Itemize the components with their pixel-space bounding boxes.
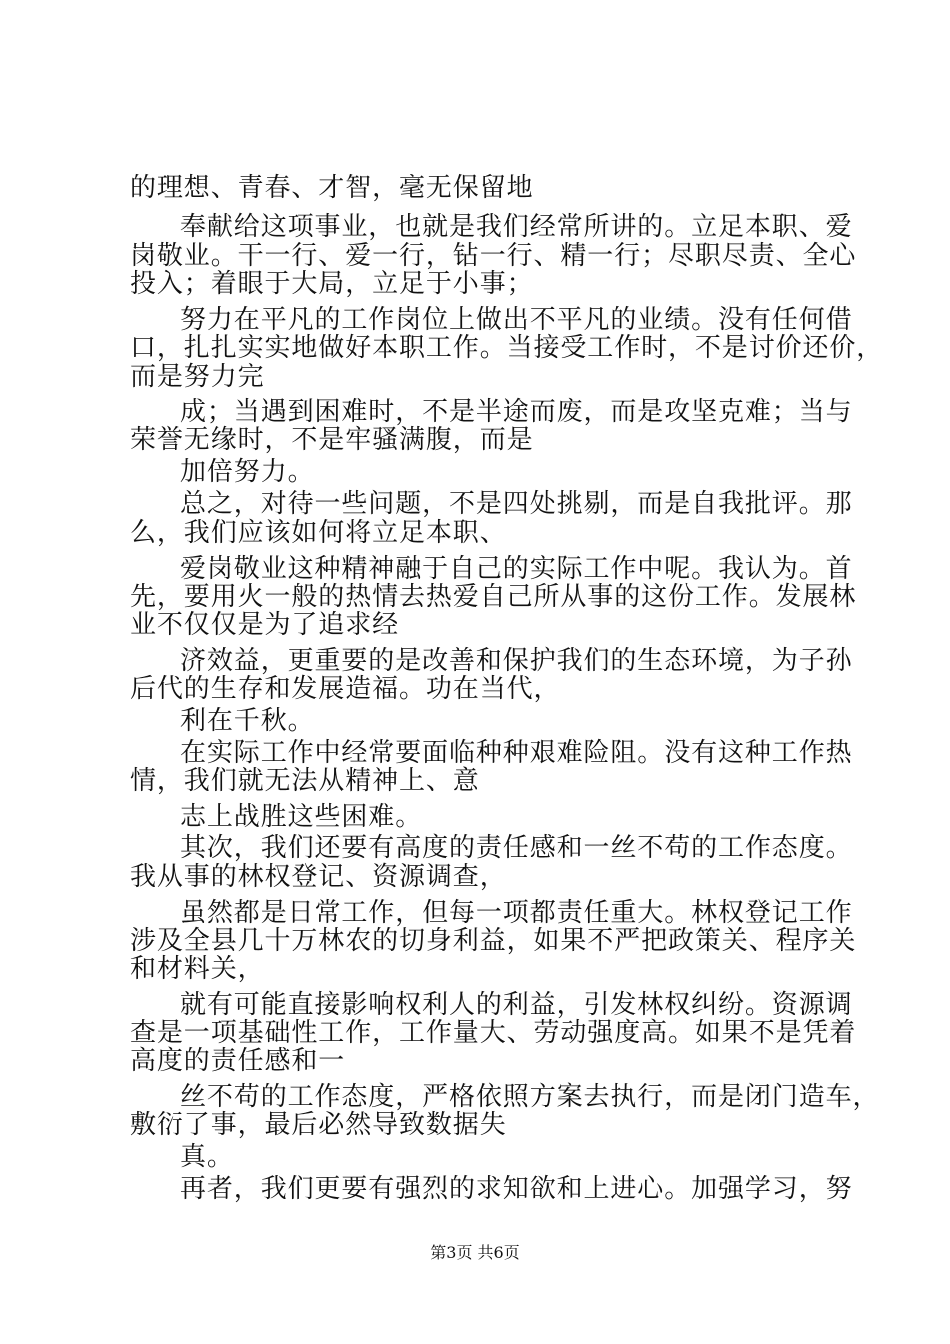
text-line: 的理想、青春、才智，毫无保留地 [130, 173, 534, 203]
text-line: 奉献给这项事业，也就是我们经常所讲的。立足本职、爱 [180, 212, 853, 242]
text-line: 和材料关， [130, 954, 265, 984]
text-line: 济效益，更重要的是改善和保护我们的生态环境，为子孙 [180, 646, 853, 676]
text-line: 我从事的林权登记、资源调查， [130, 862, 507, 892]
text-line: 志上战胜这些困难。 [180, 802, 423, 832]
text-line: 加倍努力。 [180, 457, 315, 487]
text-line: 丝不苟的工作态度，严格依照方案去执行，而是闭门造车， [180, 1082, 880, 1112]
text-line: 业不仅仅是为了追求经 [130, 610, 400, 640]
text-line: 再者，我们更要有强烈的求知欲和上进心。加强学习，努 [180, 1174, 853, 1204]
text-line: 努力在平凡的工作岗位上做出不平凡的业绩。没有任何借 [180, 305, 853, 335]
text-line: 后代的生存和发展造福。功在当代， [130, 674, 561, 704]
text-line: 岗敬业。干一行、爱一行，钻一行、精一行；尽职尽责、全心 [130, 241, 857, 271]
page-number-footer: 第3页 共6页 [430, 1243, 520, 1262]
text-line: 情，我们就无法从精神上、意 [130, 766, 480, 796]
text-line: 其次，我们还要有高度的责任感和一丝不苟的工作态度。 [180, 833, 853, 863]
text-line: 成；当遇到困难时，不是半途而废，而是攻坚克难；当与 [180, 397, 853, 427]
text-line: 涉及全县几十万林农的切身利益，如果不严把政策关、程序关 [130, 926, 857, 956]
text-line: 真。 [180, 1142, 234, 1172]
text-line: 利在千秋。 [180, 706, 315, 736]
text-line: 而是努力完 [130, 362, 265, 392]
text-line: 先，要用火一般的热情去热爱自己所从事的这份工作。发展林 [130, 582, 857, 612]
text-line: 爱岗敬业这种精神融于自己的实际工作中呢。我认为。首 [180, 554, 853, 584]
text-line: 么，我们应该如何将立足本职、 [130, 518, 507, 548]
text-line: 总之，对待一些问题，不是四处挑剔，而是自我批评。那 [180, 489, 853, 519]
text-line: 口，扎扎实实地做好本职工作。当接受工作时，不是讨价还价， [130, 333, 884, 363]
text-line: 就有可能直接影响权利人的利益，引发林权纠纷。资源调 [180, 990, 853, 1020]
text-line: 投入；着眼于大局，立足于小事； [130, 269, 534, 299]
text-line: 虽然都是日常工作，但每一项都责任重大。林权登记工作 [180, 898, 853, 928]
text-line: 在实际工作中经常要面临种种艰难险阻。没有这种工作热 [180, 738, 853, 768]
text-line: 敷衍了事，最后必然导致数据失 [130, 1110, 507, 1140]
text-line: 荣誉无缘时，不是牢骚满腹，而是 [130, 425, 534, 455]
text-line: 查是一项基础性工作，工作量大、劳动强度高。如果不是凭着 [130, 1018, 857, 1048]
text-line: 高度的责任感和一 [130, 1046, 346, 1076]
